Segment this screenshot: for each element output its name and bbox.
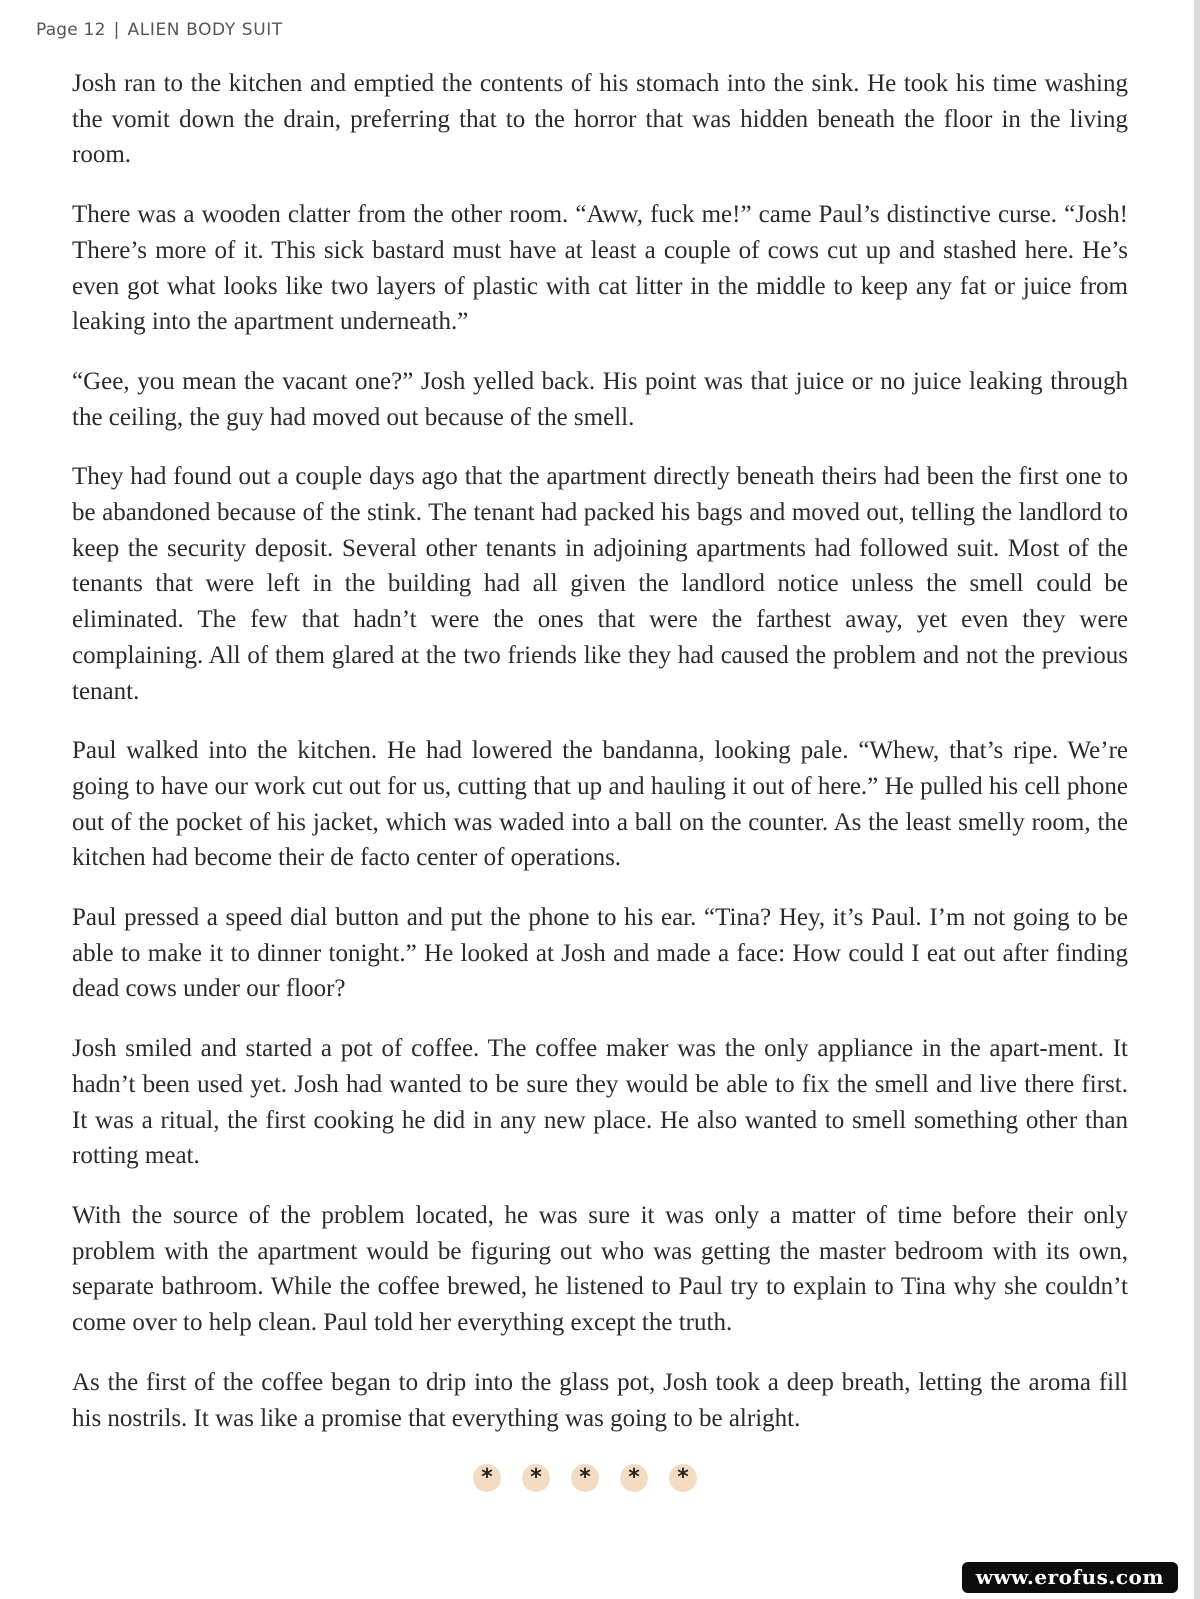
page-edge	[1194, 0, 1200, 1599]
scene-break-star: *	[620, 1464, 648, 1492]
scene-break-star: *	[571, 1464, 599, 1492]
paragraph: Josh smiled and started a pot of coffee. The coffee maker was the only appliance in the apart-ment. It hadn’t been used yet. Josh had wanted to be sure they would be able to fix the smell and live there first. It was a ritual, the first cooking he did in any new place. He also wanted to smell something other than rotting meat.	[72, 1035, 1128, 1170]
scene-break-star: *	[669, 1464, 697, 1492]
paragraph: There was a wooden clatter from the other room. “Aww, fuck me!” came Paul’s distinctive curse. “Josh! There’s more of it. This sick bastard must have at least a couple of cows cut up and stashed here. He’s even got what looks like two layers of plastic with cat litter in the middle to keep any fat or juice from leaking into the apartment underneath.”	[72, 201, 1128, 336]
paragraph: Paul pressed a speed dial button and put the phone to his ear. “Tina? Hey, it’s Paul. I’m not going to be able to make it to dinner tonight.” He looked at Josh and made a face: How could I eat out after finding dead cows under our floor?	[72, 904, 1128, 1003]
page-header	[36, 20, 283, 40]
page-number: Page 12	[36, 20, 106, 40]
scene-break-star: *	[522, 1464, 550, 1492]
paragraph: Josh ran to the kitchen and emptied the contents of his stomach into the sink. He took his time washing the vomit down the drain, preferring that to the horror that was hidden beneath the floor in the living room.	[72, 70, 1128, 169]
paragraph: “Gee, you mean the vacant one?” Josh yelled back. His point was that juice or no juice leaking through the ceiling, the guy had moved out because of the smell.	[72, 367, 1128, 431]
story-body	[72, 66, 1128, 1460]
paragraph: With the source of the problem located, he was sure it was only a matter of time before their only problem with the apartment would be figuring out who was getting the master bedroom with its own, separate bathroom. While the coffee brewed, he listened to Paul try to explain to Tina why she couldn’t come over to help clean. Paul told her everything except the truth.	[72, 1201, 1128, 1337]
site-watermark: www.erofus.com	[962, 1562, 1178, 1593]
book-title: ALIEN BODY SUIT	[127, 20, 283, 40]
paragraph: Paul walked into the kitchen. He had lowered the bandanna, looking pale. “Whew, that’s ripe. We’re going to have our work cut out for us, cutting that up and hauling it out of here.” He pulled his cell phone out of the pocket of his jacket, which was waded into a ball on the counter. As the least smelly room, the kitchen had become their de facto center of operations.	[72, 737, 1128, 872]
scene-break-star: *	[473, 1464, 501, 1492]
paragraph: As the first of the coffee began to drip into the glass pot, Josh took a deep breath, letting the aroma fill his nostrils. It was like a promise that everything was going to be alright.	[72, 1368, 1128, 1432]
scene-break	[473, 1464, 697, 1492]
paragraph: They had found out a couple days ago that the apartment directly beneath theirs had been the first one to be abandoned because of the stink. The tenant had packed his bags and moved out, telling the landlord to keep the security deposit. Several other tenants in adjoining apartments had followed suit. Most of the tenants that were left in the building had all given the landlord notice unless the smell could be eliminated. The few that hadn’t were the ones that were the farthest away, yet even they were complaining. All of them glared at the two friends like they had caused the problem and not the previous tenant.	[72, 463, 1128, 705]
header-separator: |	[113, 20, 120, 40]
